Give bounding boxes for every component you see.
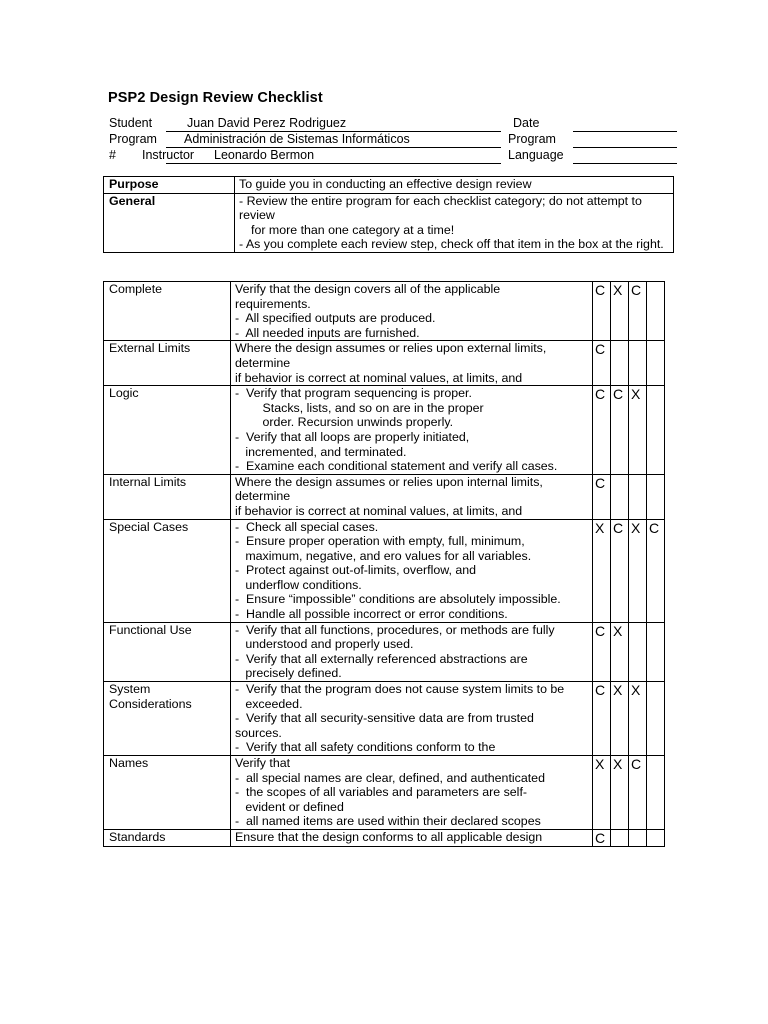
general-text [235, 193, 674, 252]
check-box[interactable] [647, 682, 665, 756]
checklist-row [104, 282, 665, 341]
program-label: Program [109, 132, 157, 146]
category-text: Special Cases [109, 519, 189, 534]
instructor-label: Instructor [142, 148, 195, 162]
checklist-row [104, 341, 665, 386]
description-line: order. Recursion unwinds properly. [235, 415, 454, 430]
description-line: - Verify that all loops are properly initiated, [235, 429, 470, 444]
checklist-row [104, 829, 665, 846]
description-line: - All specified outputs are produced. [235, 311, 436, 326]
check-box[interactable]: C [593, 386, 611, 475]
checklist-table [103, 281, 665, 847]
description-line: - all special names are clear, defined, and authenticated [235, 770, 545, 785]
check-box[interactable]: X [611, 756, 629, 830]
category-description [231, 756, 593, 830]
category-description [231, 341, 593, 386]
general-label: General [104, 193, 235, 252]
check-box[interactable]: C [629, 282, 647, 341]
checklist-row [104, 386, 665, 475]
check-box[interactable]: C [647, 519, 665, 622]
description-line: - Verify that all safety conditions conform to the [235, 740, 496, 755]
category-text: Complete [109, 282, 163, 296]
description-line: Where the design assumes or relies upon external limits, [235, 341, 547, 356]
check-box[interactable]: X [611, 682, 629, 756]
check-box[interactable] [629, 829, 647, 846]
check-box[interactable]: X [629, 386, 647, 475]
check-box[interactable]: X [593, 756, 611, 830]
description-line: evident or defined [235, 799, 344, 814]
check-box[interactable] [611, 341, 629, 386]
description-line: incremented, and terminated. [235, 444, 407, 459]
date-label: Date [513, 116, 540, 130]
check-box[interactable]: C [593, 282, 611, 341]
category-description [231, 829, 593, 846]
checklist-row [104, 622, 665, 681]
description-line: - Handle all possible incorrect or error conditions. [235, 607, 508, 622]
category-description [231, 682, 593, 756]
category-label [104, 474, 231, 519]
description-line: if behavior is correct at nominal values, at limits, and [235, 370, 523, 385]
check-box[interactable] [647, 341, 665, 386]
check-box[interactable]: C [593, 682, 611, 756]
description-line: - Verify that program sequencing is proper. [235, 386, 472, 401]
description-line: - Ensure “impossible” conditions are absolutely impossible. [235, 592, 561, 607]
category-text: Functional Use [109, 622, 192, 637]
check-box[interactable]: C [593, 622, 611, 681]
check-box[interactable]: X [611, 282, 629, 341]
category-text: Internal Limits [109, 474, 187, 489]
program2-label: Program [508, 132, 556, 146]
language-field-line[interactable] [573, 163, 677, 164]
check-box[interactable] [647, 622, 665, 681]
checklist-row [104, 519, 665, 622]
category-description [231, 519, 593, 622]
check-box[interactable]: C [611, 519, 629, 622]
general-line: for more than one category at a time! [251, 222, 455, 237]
purpose-text: To guide you in conducting an effective design review [235, 177, 674, 194]
description-line: - the scopes of all variables and parameters are self- [235, 785, 528, 800]
category-label [104, 341, 231, 386]
description-line: requirements. [235, 296, 311, 311]
check-box[interactable] [647, 829, 665, 846]
checklist-row [104, 474, 665, 519]
category-text: Considerations [109, 696, 192, 711]
category-text: External Limits [109, 341, 191, 356]
check-box[interactable] [647, 756, 665, 830]
check-box[interactable]: C [629, 756, 647, 830]
category-label [104, 282, 231, 341]
description-line: Stacks, lists, and so on are in the proper [235, 400, 484, 415]
category-text: System [109, 682, 151, 697]
checklist-row [104, 756, 665, 830]
hash-label: # [109, 148, 116, 162]
check-box[interactable]: X [611, 622, 629, 681]
check-box[interactable]: C [593, 829, 611, 846]
description-line: - all named items are used within their declared scopes [235, 814, 541, 829]
check-box[interactable]: C [593, 341, 611, 386]
checklist-row [104, 682, 665, 756]
student-label: Student [109, 116, 153, 130]
category-description [231, 386, 593, 475]
description-line: - Protect against out-of-limits, overflow, and [235, 563, 477, 578]
general-row [104, 193, 674, 252]
description-line: understood and properly used. [235, 637, 414, 652]
description-line: - All needed inputs are furnished. [235, 325, 420, 340]
description-line: maximum, negative, and ero values for all variables. [235, 548, 532, 563]
general-line: - As you complete each review step, check off that item in the box at the right. [239, 237, 664, 252]
check-box[interactable]: X [593, 519, 611, 622]
student-value: Juan David Perez Rodriguez [187, 116, 347, 130]
check-box[interactable] [611, 474, 629, 519]
page-title: PSP2 Design Review Checklist [108, 90, 323, 106]
description-line: - Verify that all security-sensitive data are from trusted [235, 711, 534, 726]
description-line: - Check all special cases. [235, 519, 379, 534]
description-line: determine [235, 355, 291, 370]
check-box[interactable] [647, 282, 665, 341]
date-field-line[interactable] [573, 131, 677, 132]
category-label [104, 829, 231, 846]
description-line: - Examine each conditional statement and verify all cases. [235, 459, 558, 474]
category-text: Logic [109, 386, 139, 401]
description-line: exceeded. [235, 696, 303, 711]
category-label [104, 756, 231, 830]
category-description [231, 282, 593, 341]
description-line: Where the design assumes or relies upon internal limits, [235, 474, 543, 489]
description-line: determine [235, 489, 291, 504]
description-line: - Verify that the program does not cause system limits to be [235, 682, 565, 697]
purpose-row [104, 177, 674, 194]
category-label [104, 386, 231, 475]
check-box[interactable] [629, 622, 647, 681]
description-line: Ensure that the design conforms to all applicable design [235, 829, 543, 844]
check-box[interactable]: X [629, 519, 647, 622]
description-line: underflow conditions. [235, 577, 362, 592]
instructor-value: Leonardo Bermon [214, 148, 315, 162]
category-label [104, 519, 231, 622]
program2-field-line[interactable] [573, 147, 677, 148]
instructor-underline [166, 163, 501, 164]
description-line: - Ensure proper operation with empty, full, minimum, [235, 534, 525, 549]
category-label [104, 682, 231, 756]
general-line: - Review the entire program for each checklist category; do not attempt to review [239, 193, 642, 223]
category-text: Names [109, 756, 149, 770]
description-line: - Verify that all functions, procedures, or methods are fully [235, 622, 555, 637]
category-label [104, 622, 231, 681]
description-line: sources. [235, 725, 282, 740]
check-box[interactable] [647, 386, 665, 475]
check-box[interactable] [629, 341, 647, 386]
description-line: precisely defined. [235, 666, 342, 681]
check-box[interactable]: C [593, 474, 611, 519]
purpose-label: Purpose [104, 177, 235, 194]
description-line: if behavior is correct at nominal values, at limits, and [235, 503, 523, 518]
description-line: Verify that the design covers all of the applicable [235, 282, 501, 296]
check-box[interactable]: C [611, 386, 629, 475]
purpose-table [103, 176, 674, 253]
program-value: Administración de Sistemas Informáticos [184, 132, 410, 146]
category-text: Standards [109, 829, 166, 844]
check-box[interactable] [611, 829, 629, 846]
description-line: - Verify that all externally referenced abstractions are [235, 651, 528, 666]
description-line: Verify that [235, 756, 291, 770]
check-box[interactable] [647, 474, 665, 519]
check-box[interactable]: X [629, 682, 647, 756]
check-box[interactable] [629, 474, 647, 519]
category-description [231, 474, 593, 519]
category-description [231, 622, 593, 681]
language-label: Language [508, 148, 564, 162]
